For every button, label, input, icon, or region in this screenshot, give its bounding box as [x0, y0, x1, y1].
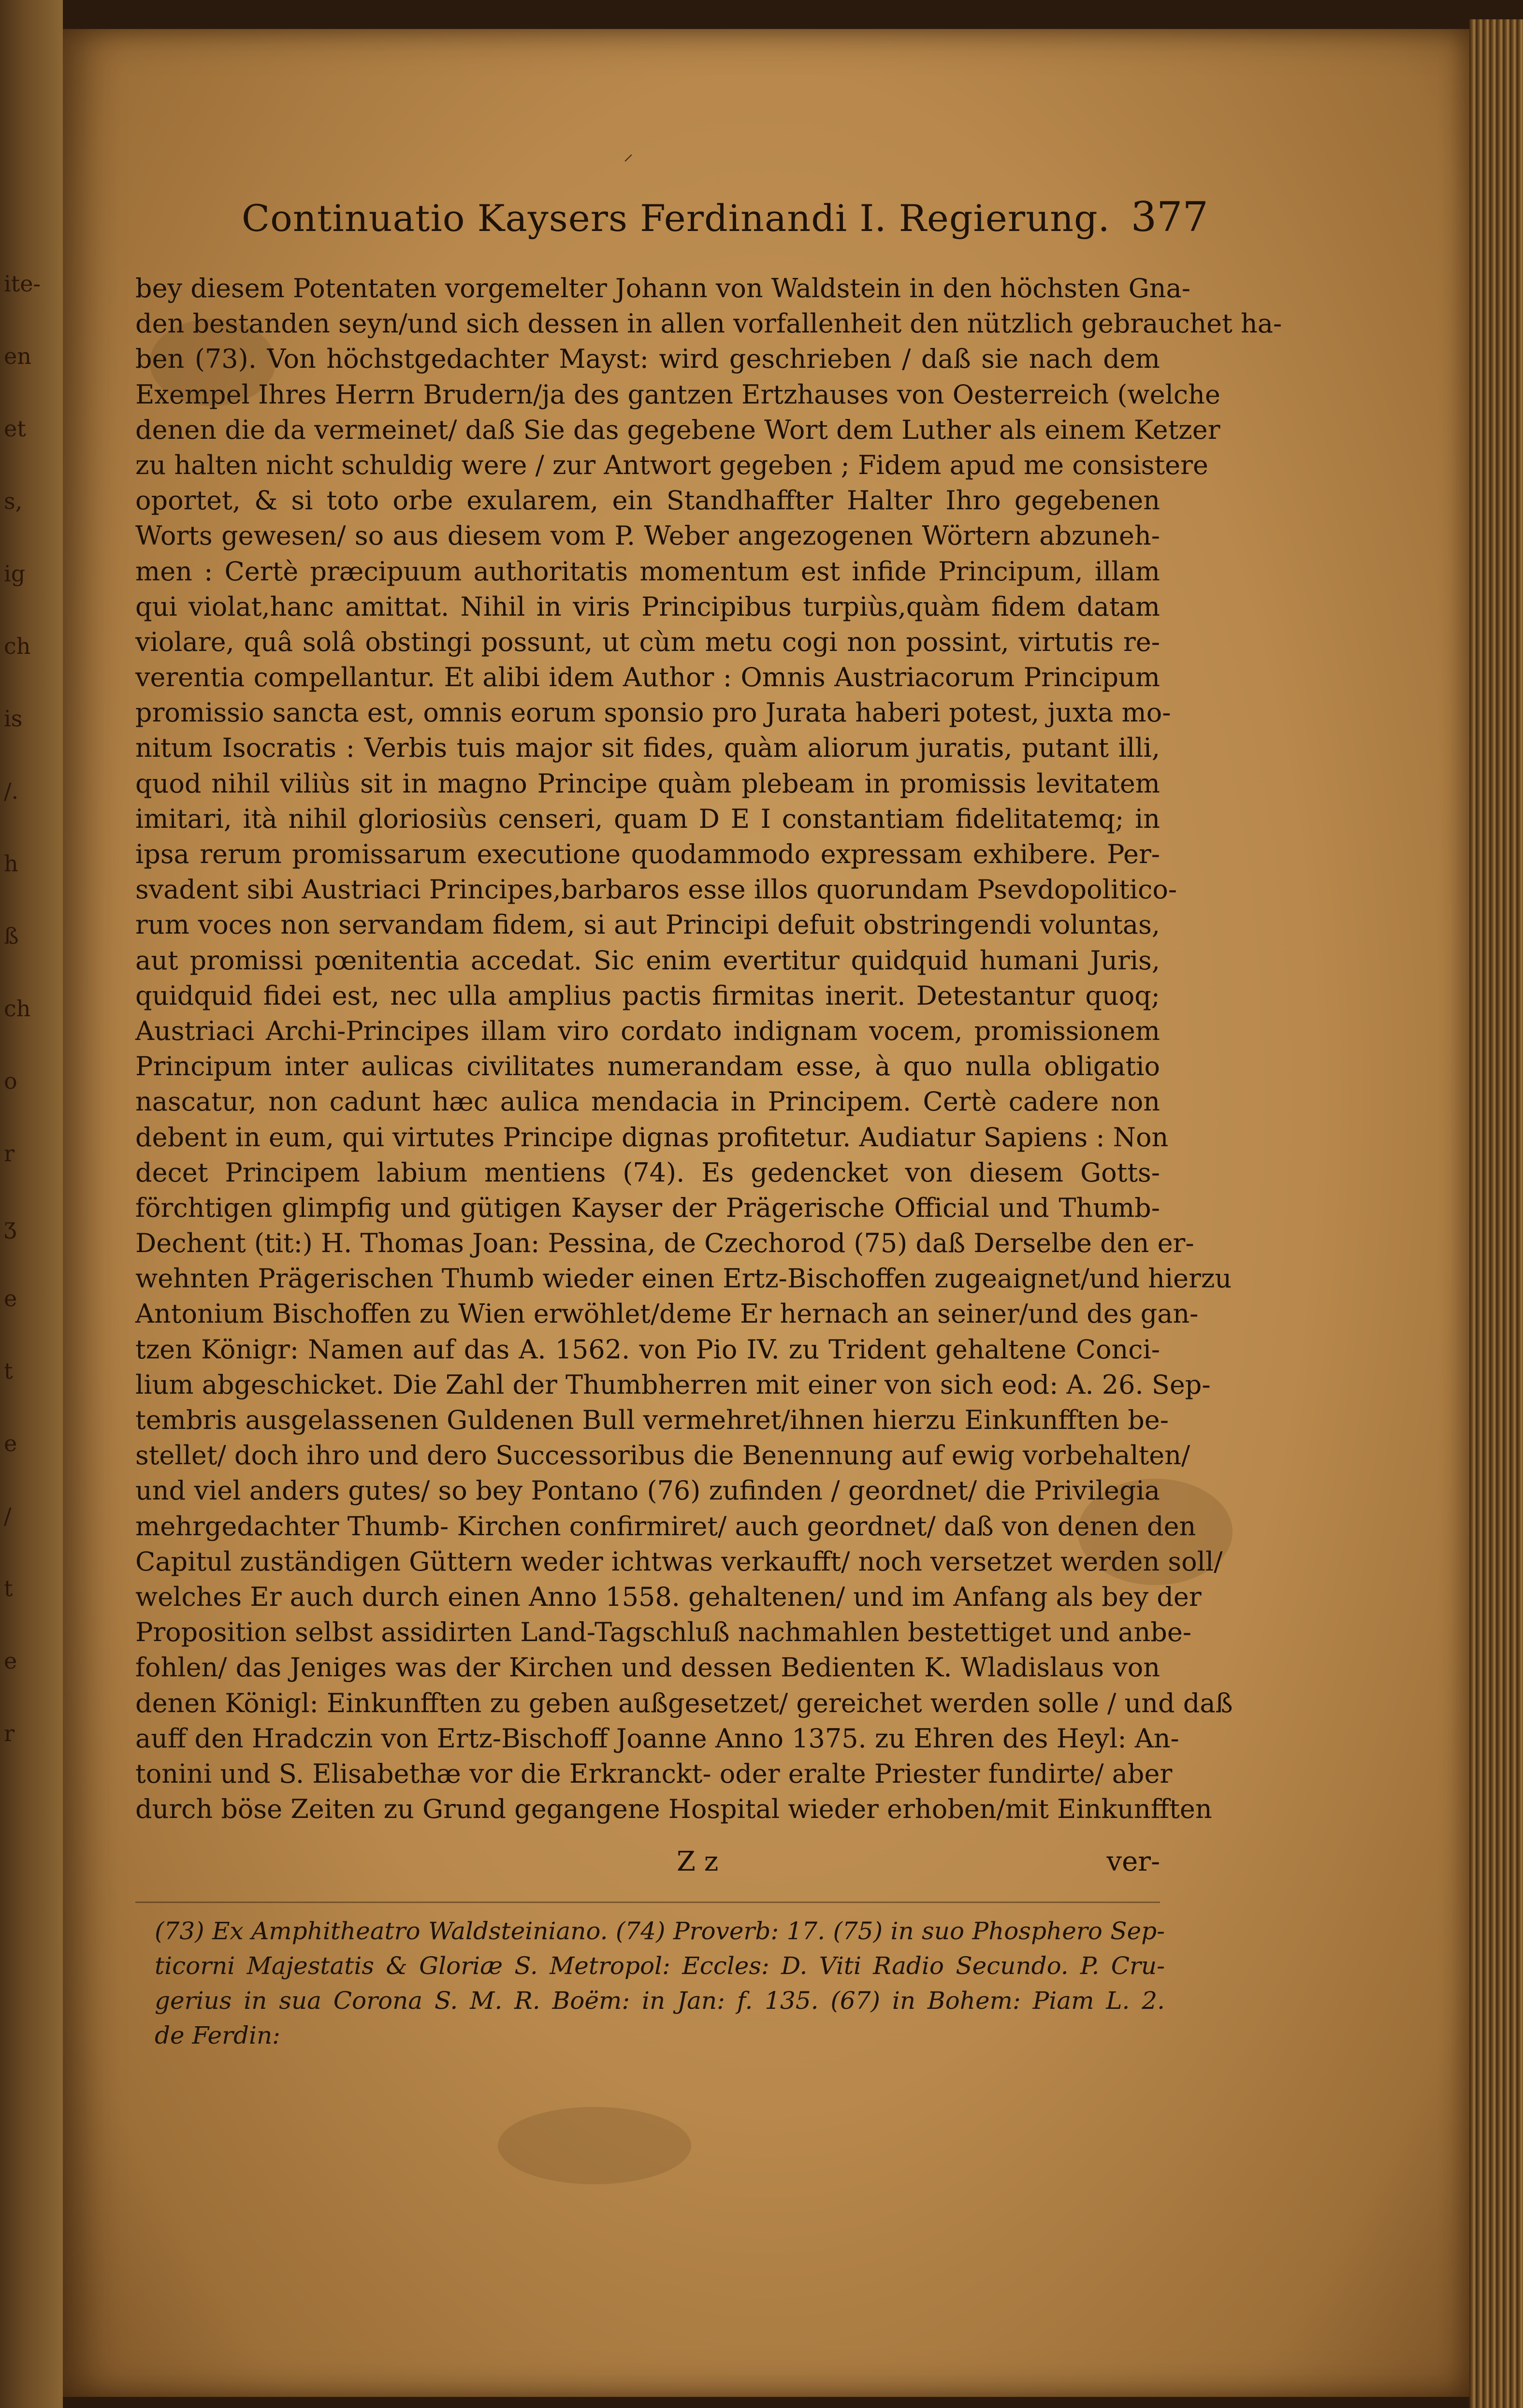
text-line: quidquid fidei est, nec ulla amplius pactis firmitas inerit. Detestantur quoq; [135, 980, 1160, 1011]
text-line: rum voces non servandam fidem, si aut Principi defuit obstringendi voluntas, [135, 909, 1160, 940]
previous-page-fragment: / [4, 1503, 12, 1529]
page-number: 377 [1131, 193, 1208, 241]
previous-page-fragment: en [4, 343, 31, 369]
text-line: Principum inter aulicas civilitates numerandam esse, à quo nulla obligatio [135, 1051, 1160, 1082]
text-line: men : Certè præcipuum authoritatis momentum est infide Principum, illam [135, 556, 1160, 587]
text-line: und viel anders gutes/ so bey Pontano (76) zufinden / geordnet/ die Privilegia [135, 1475, 1160, 1506]
text-line: durch böse Zeiten zu Grund gegangene Hospital wieder erhoben/mit Einkunfften [135, 1794, 1212, 1825]
text-line: fohlen/ das Jeniges was der Kirchen und dessen Bedienten K. Wladislaus von [135, 1652, 1160, 1683]
text-line: aut promissi pœnitentia accedat. Sic enim evertitur quidquid humani Juris, [135, 945, 1160, 976]
page-stack-edge [1469, 19, 1523, 2408]
text-line: denen Königl: Einkunfften zu geben außgesetzet/ gereichet werden solle / und daß [135, 1687, 1233, 1718]
text-line: stellet/ doch ihro und dero Successoribus die Benennung auf ewig vorbehalten/ [135, 1440, 1190, 1471]
previous-page-fragment: o [4, 1068, 17, 1094]
previous-page-fragment: e [4, 1648, 17, 1674]
catch-line [135, 1846, 1160, 1885]
text-line: imitari, ità nihil gloriosiùs censeri, quam D E I constantiam fidelitatemq; in [135, 803, 1160, 834]
paper-stain [498, 2107, 691, 2184]
previous-page-fragment: r [4, 1720, 15, 1746]
previous-page-fragment: t [4, 1358, 13, 1384]
previous-page-fragment: ʒ [4, 1213, 16, 1239]
text-line: quod nihil viliùs sit in magno Principe quàm plebeam in promissis levitatem [135, 768, 1160, 799]
previous-page-fragment: r [4, 1140, 15, 1167]
text-line: qui violat,hanc amittat. Nihil in viris Principibus turpiùs,quàm fidem datam [135, 591, 1160, 622]
text-line: förchtigen glimpfig und gütigen Kayser der Prägerische Official und Thumb- [135, 1192, 1160, 1223]
previous-page-fragment: e [4, 1430, 17, 1456]
text-line: decet Principem labium mentiens (74). Es gedencket von diesem Gotts- [135, 1157, 1160, 1188]
catchword: ver- [1106, 1846, 1160, 1877]
text-line: tonini und S. Elisabethæ vor die Erkranckt- oder eralte Priester fundirte/ aber [135, 1758, 1173, 1789]
footnote-line: ticorni Majestatis & Gloriæ S. Metropol: Eccles: D. Viti Radio Secundo. P. Cru- [155, 1952, 1165, 1980]
previous-page-fragment: ite- [4, 271, 41, 297]
text-line: bey diesem Potentaten vorgemelter Johann von Waldstein in den höchsten Gna- [135, 273, 1190, 303]
text-line: Austriaci Archi-Principes illam viro cordato indignam vocem, promissionem [135, 1015, 1160, 1046]
text-line: svadent sibi Austriaci Principes,barbaros esse illos quorundam Psevdopolitico- [135, 874, 1177, 905]
previous-page-fragment: h [4, 851, 18, 877]
text-line: Proposition selbst assidirten Land-Tagschluß nachmahlen bestettiget und anbe- [135, 1617, 1192, 1648]
previous-page-fragment: t [4, 1575, 13, 1601]
running-title: Continuatio Kaysers Ferdinandi I. Regierung. [242, 197, 1110, 240]
text-line: nascatur, non cadunt hæc aulica mendacia in Principem. Certè cadere non [135, 1086, 1160, 1117]
footnote-line: de Ferdin: [155, 2021, 280, 2049]
previous-page-fragment: ch [4, 995, 31, 1022]
text-line: zu halten nicht schuldig were / zur Antwort gegeben ; Fidem apud me consistere [135, 449, 1208, 480]
previous-page-fragment: ß [4, 923, 19, 949]
previous-page-fragment: s, [4, 488, 23, 514]
footnotes [155, 1914, 1165, 2053]
footnote-rule [135, 1902, 1160, 1903]
footnote-line: (73) Ex Amphitheatro Waldsteiniano. (74) Proverb: 17. (75) in suo Phosphero Sep- [155, 1917, 1165, 1945]
previous-page-fragment: /. [4, 778, 19, 804]
text-line: promissio sancta est, omnis eorum sponsio pro Jurata haberi potest, juxta mo- [135, 697, 1171, 728]
text-line: verentia compellantur. Et alibi idem Author : Omnis Austriacorum Principum [135, 662, 1160, 693]
text-line: mehrgedachter Thumb- Kirchen confirmiret/ auch geordnet/ daß von denen den [135, 1511, 1196, 1542]
previous-page-fragment: is [4, 706, 23, 732]
text-line: den bestanden seyn/und sich dessen in allen vorfallenheit den nützlich gebrauchet ha- [135, 308, 1282, 339]
text-line: Dechent (tit:) H. Thomas Joan: Pessina, de Czechorod (75) daß Derselbe den er- [135, 1228, 1194, 1259]
text-line: oportet, & si toto orbe exularem, ein Standhaffter Halter Ihro gegebenen [135, 485, 1160, 516]
previous-page-fragment: et [4, 416, 26, 442]
running-header [242, 193, 1208, 261]
text-line: auff den Hradczin von Ertz-Bischoff Joanne Anno 1375. zu Ehren des Heyl: An- [135, 1723, 1179, 1754]
text-line: ben (73). Von höchstgedachter Mayst: wird geschrieben / daß sie nach dem [135, 344, 1160, 375]
text-line: tembris ausgelassenen Guldenen Bull vermehret/ihnen hierzu Einkunfften be- [135, 1405, 1169, 1435]
signature-mark: Z z [677, 1846, 719, 1877]
text-line: lium abgeschicket. Die Zahl der Thumbherren mit einer von sich eod: A. 26. Sep- [135, 1369, 1211, 1400]
text-line: denen die da vermeinet/ daß Sie das gegebene Wort dem Luther als einem Ketzer [135, 414, 1220, 445]
footnote-line: gerius in sua Corona S. M. R. Boëm: in Jan: f. 135. (67) in Bohem: Piam L. 2. [155, 1987, 1165, 2015]
text-line: Worts gewesen/ so aus diesem vom P. Weber angezogenen Wörtern abzuneh- [135, 520, 1160, 551]
text-line: ipsa rerum promissarum executione quodammodo expressam exhibere. Per- [135, 839, 1160, 869]
text-line: debent in eum, qui virtutes Principe dignas profitetur. Audiatur Sapiens : Non [135, 1122, 1169, 1153]
text-line: Antonium Bischoffen zu Wien erwöhlet/deme Er hernach an seiner/und des gan- [135, 1298, 1199, 1329]
text-line: violare, quâ solâ obstingi possunt, ut cùm metu cogi non possint, virtutis re- [135, 626, 1160, 657]
previous-page-fragment: ch [4, 633, 31, 659]
text-line: welches Er auch durch einen Anno 1558. gehaltenen/ und im Anfang als bey der [135, 1581, 1202, 1612]
previous-page-fragment: e [4, 1285, 17, 1312]
previous-page-fragment: ig [4, 561, 26, 587]
text-line: tzen Königr: Namen auf das A. 1562. von Pio IV. zu Trident gehaltene Conci- [135, 1334, 1160, 1365]
text-line: Capitul zuständigen Güttern weder ichtwas verkaufft/ noch versetzet werden soll/ [135, 1546, 1223, 1577]
text-line: wehnten Prägerischen Thumb wieder einen Ertz-Bischoffen zugeaignet/und hierzu [135, 1263, 1232, 1294]
header-mark: ⸍ [624, 151, 633, 173]
text-line: nitum Isocratis : Verbis tuis major sit fides, quàm aliorum juratis, putant illi, [135, 733, 1160, 764]
body-text [135, 271, 1282, 1827]
text-line: Exempel Ihres Herrn Brudern/ja des gantzen Ertzhauses von Oesterreich (welche [135, 379, 1220, 410]
